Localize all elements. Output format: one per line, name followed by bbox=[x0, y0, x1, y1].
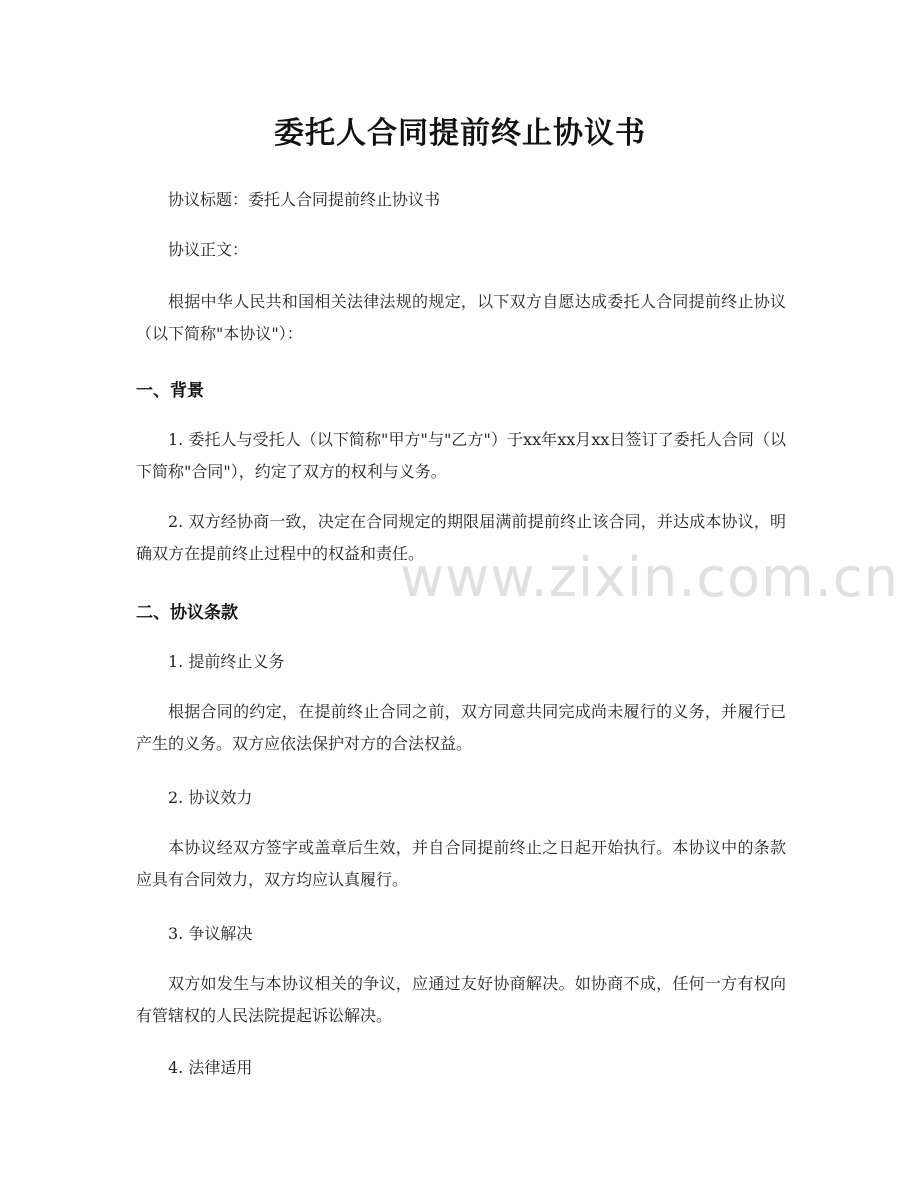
document-title: 委托人合同提前终止协议书 bbox=[274, 116, 646, 151]
clause-body-dispute: 双方如发生与本协议相关的争议，应通过友好协商解决。如协商不成，任何一方有权向有管辖权的人民法院提起诉讼解决。 bbox=[136, 974, 786, 1025]
clause-heading-termination: 1. 提前终止义务 bbox=[168, 652, 285, 671]
section-heading-terms: 二、协议条款 bbox=[136, 603, 238, 623]
body-label: 协议正文： bbox=[168, 240, 249, 259]
preamble-paragraph: 根据中华人民共和国相关法律法规的规定，以下双方自愿达成委托人合同提前终止协议（以下简称"本协议"）： bbox=[136, 292, 786, 343]
clause-heading-dispute: 3. 争议解决 bbox=[168, 924, 253, 943]
clause-heading-law: 4. 法律适用 bbox=[168, 1058, 253, 1077]
subject-line: 协议标题：委托人合同提前终止协议书 bbox=[168, 190, 441, 209]
clause-body-termination: 根据合同的约定，在提前终止合同之前，双方同意共同完成尚未履行的义务，并履行已产生的义务。双方应依法保护对方的合法权益。 bbox=[136, 702, 786, 753]
section-heading-background: 一、背景 bbox=[136, 381, 204, 401]
watermark: www.zixin.com.cn bbox=[400, 546, 899, 609]
clause-heading-validity: 2. 协议效力 bbox=[168, 788, 253, 807]
background-item-2: 2. 双方经协商一致，决定在合同规定的期限届满前提前终止该合同，并达成本协议，明确双方在提前终止过程中的权益和责任。 bbox=[136, 512, 786, 563]
background-item-1: 1. 委托人与受托人（以下简称"甲方"与"乙方"）于xx年xx月xx日签订了委托人合同（以下简称"合同"），约定了双方的权利与义务。 bbox=[136, 430, 786, 481]
clause-body-validity: 本协议经双方签字或盖章后生效，并自合同提前终止之日起开始执行。本协议中的条款应具有合同效力，双方均应认真履行。 bbox=[136, 838, 786, 889]
